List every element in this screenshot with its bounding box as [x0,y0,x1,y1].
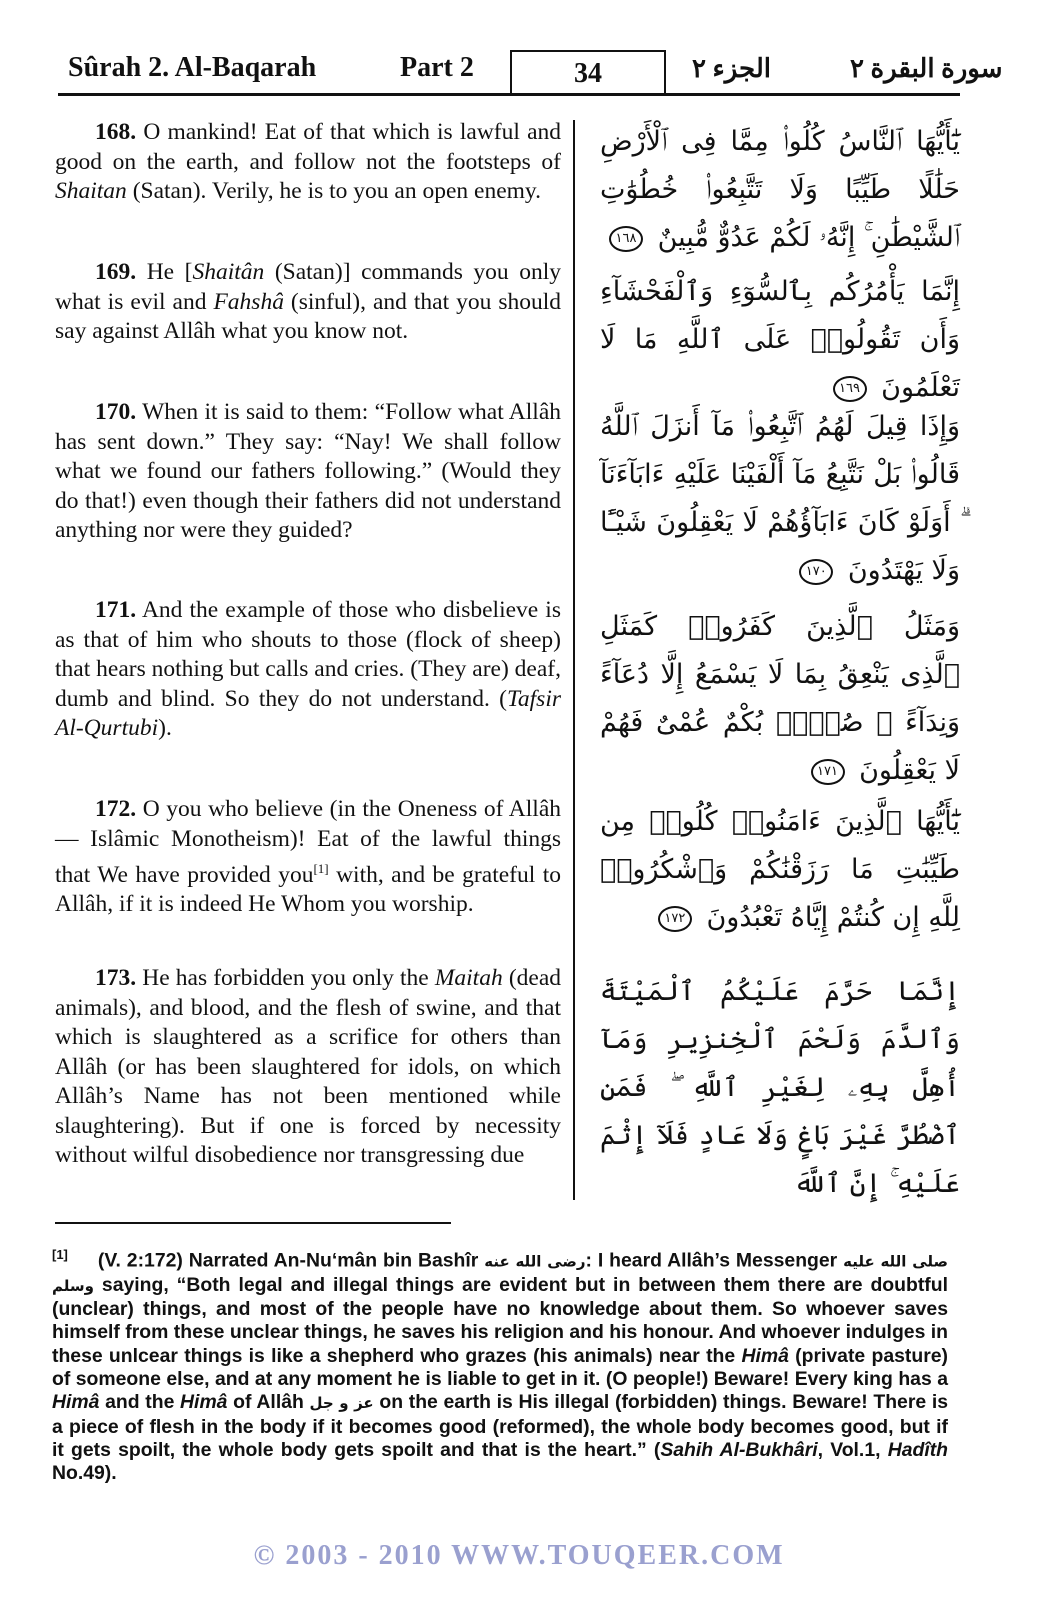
ayah-number-marker: ١٧١ [811,759,845,785]
juz-label-arabic: الجزء ٢ [692,54,771,83]
verse-170: 170. When it is said to them: “Follow what Allâh has sent down.” They say: “Nay! We shall follow what we found our fathers following.” (Would they do that!) even though their fathers did not understand anything nor were they guided? [55,399,561,543]
surah-title: Sûrah 2. Al-Baqarah [68,52,317,83]
footnote-divider [55,1222,451,1224]
footnote-ref[interactable]: [1] [313,861,329,876]
column-divider [573,120,575,1200]
arabic-verse-173: إِنَّمَا حَرَّمَ عَلَيْكُمُ ٱلْمَيْتَةَ وَٱلدَّمَ وَلَحْمَ ٱلْخِنزِيرِ وَمَآ أُهِلَّ بِهِۦ لِغَيْرِ ٱللَّهِ ۖ فَمَنِ ٱضْطُرَّ غَيْرَ بَاغٍ وَلَا عَادٍ فَلَآ إِثْمَ عَلَيْهِ ۚ إِنَّ ٱللَّهَ [600,976,960,1199]
part-label: Part 2 [400,52,474,83]
arabic-verse-169: إِنَّمَا يَأْمُرُكُم بِٱلسُّوٓءِ وَٱلْفَحْشَآءِ وَأَن تَقُولُوا۟ عَلَى ٱللَّهِ مَا لَا تَعْلَمُونَ ١٦٩ [600,276,960,403]
copyright-watermark: © 2003 - 2010 WWW.TOUQEER.COM [253,1540,785,1571]
arabic-verse-170: وَإِذَا قِيلَ لَهُمُ ٱتَّبِعُوا۟ مَآ أَنزَلَ ٱللَّهُ قَالُوا۟ بَلْ نَتَّبِعُ مَآ أَلْفَيْنَا عَلَيْهِ ءَابَآءَنَآ ۗ أَوَلَوْ كَانَ ءَابَآؤُهُمْ لَا يَعْقِلُونَ شَيْـًٔا وَلَا يَهْتَدُونَ ١٧٠ [600,411,960,586]
arabic-verse-172: يَٰٓأَيُّهَا ٱلَّذِينَ ءَامَنُوا۟ كُلُوا۟ مِن طَيِّبَٰتِ مَا رَزَقْنَٰكُمْ وَٱشْكُرُوا۟ لِلَّهِ إِن كُنتُمْ إِيَّاهُ تَعْبُدُونَ ١٧٢ [600,806,960,933]
ayah-number-marker: ١٧٢ [658,906,692,932]
verse-168: 168. O mankind! Eat of that which is lawful and good on the earth, and follow not the footsteps of Shaitan (Satan). Verily, he is to you an open enemy. [55,119,562,204]
arabic-verse-168: يَٰٓأَيُّهَا ٱلنَّاسُ كُلُوا۟ مِمَّا فِى ٱلْأَرْضِ حَلَٰلًا طَيِّبًا وَلَا تَتَّبِعُوا۟ خُطُوَٰتِ ٱلشَّيْطَٰنِ ۚ إِنَّهُۥ لَكُمْ عَدُوٌّ مُّبِينٌ ١٦٨ [600,126,960,253]
footnote: [1] (V. 2:172) Narrated An-Nu‘mân bin Bashîr رضى الله عنه: I heard Allâh’s Messenger صلى الله عليه وسلم saying, “Both legal and illegal things are evident but in between them there are doubtful (unclear) things, and most of the people have no knowledge about them. So whoever saves himself from these unclear things, he saves his religion and his honour. And whoever indulges in these unlcear things is like a shepherd who grazes (his animals) near the Himâ (private pasture) of someone else, and at any moment he is liable to get in it. (O people!) Beware! Every king has a Himâ and the Himâ of Allâh عز و جل on the earth is His illegal (forbidden) things. Beware! There is a piece of flesh in the body if it becomes good (reformed), the whole body becomes good, but if it gets spoilt, the whole body gets spoilt and that is the heart.” (Sahih Al-Bukhâri, Vol.1, Hadîth No.49). [52,1247,949,1485]
verse-169: 169. He [Shaitân (Satan)] commands you only what is evil and Fahshâ (sinful), and that you should say against Allâh what you know not. [55,259,562,344]
surah-title-arabic: سورة البقرة ٢ [850,54,1003,83]
page-header [60,50,1003,98]
page-number: 34 [510,50,666,94]
verse-171: 171. And the example of those who disbelieve is as that of him who shouts to those (flock of sheep) that hears nothing but calls and cries. (They are) deaf, dumb and blind. So they do not understand. (Tafsir Al-Qurtubi). [55,597,561,741]
verse-172: 172. O you who believe (in the Oneness of Allâh — Islâmic Monotheism)! Eat of the lawful things that We have provided you[1] with, and be grateful to Allâh, if it is indeed He Whom you worship. [55,796,562,918]
ayah-number-marker: ١٧٠ [799,559,833,585]
header-divider [58,93,960,96]
ayah-number-marker: ١٦٨ [609,226,643,252]
footnote-marker: [1] [52,1247,68,1262]
arabic-verse-171: وَمَثَلُ ٱلَّذِينَ كَفَرُوا۟ كَمَثَلِ ٱلَّذِى يَنْعِقُ بِمَا لَا يَسْمَعُ إِلَّا دُعَآءً وَنِدَآءً ۚ صُمٌّۢ بُكْمٌ عُمْىٌ فَهُمْ لَا يَعْقِلُونَ ١٧١ [600,611,960,786]
verse-173: 173. He has forbidden you only the Maitah (dead animals), and blood, and the flesh of swine, and that which is slaughtered as a scrifice for others than Allâh (or has been slaughtered for idols, on which Allâh’s Name has not been mentioned while slaughtering). But if one is forced by necessity without wilful disobedience nor transgressing due [55,965,562,1168]
ayah-number-marker: ١٦٩ [833,376,867,402]
